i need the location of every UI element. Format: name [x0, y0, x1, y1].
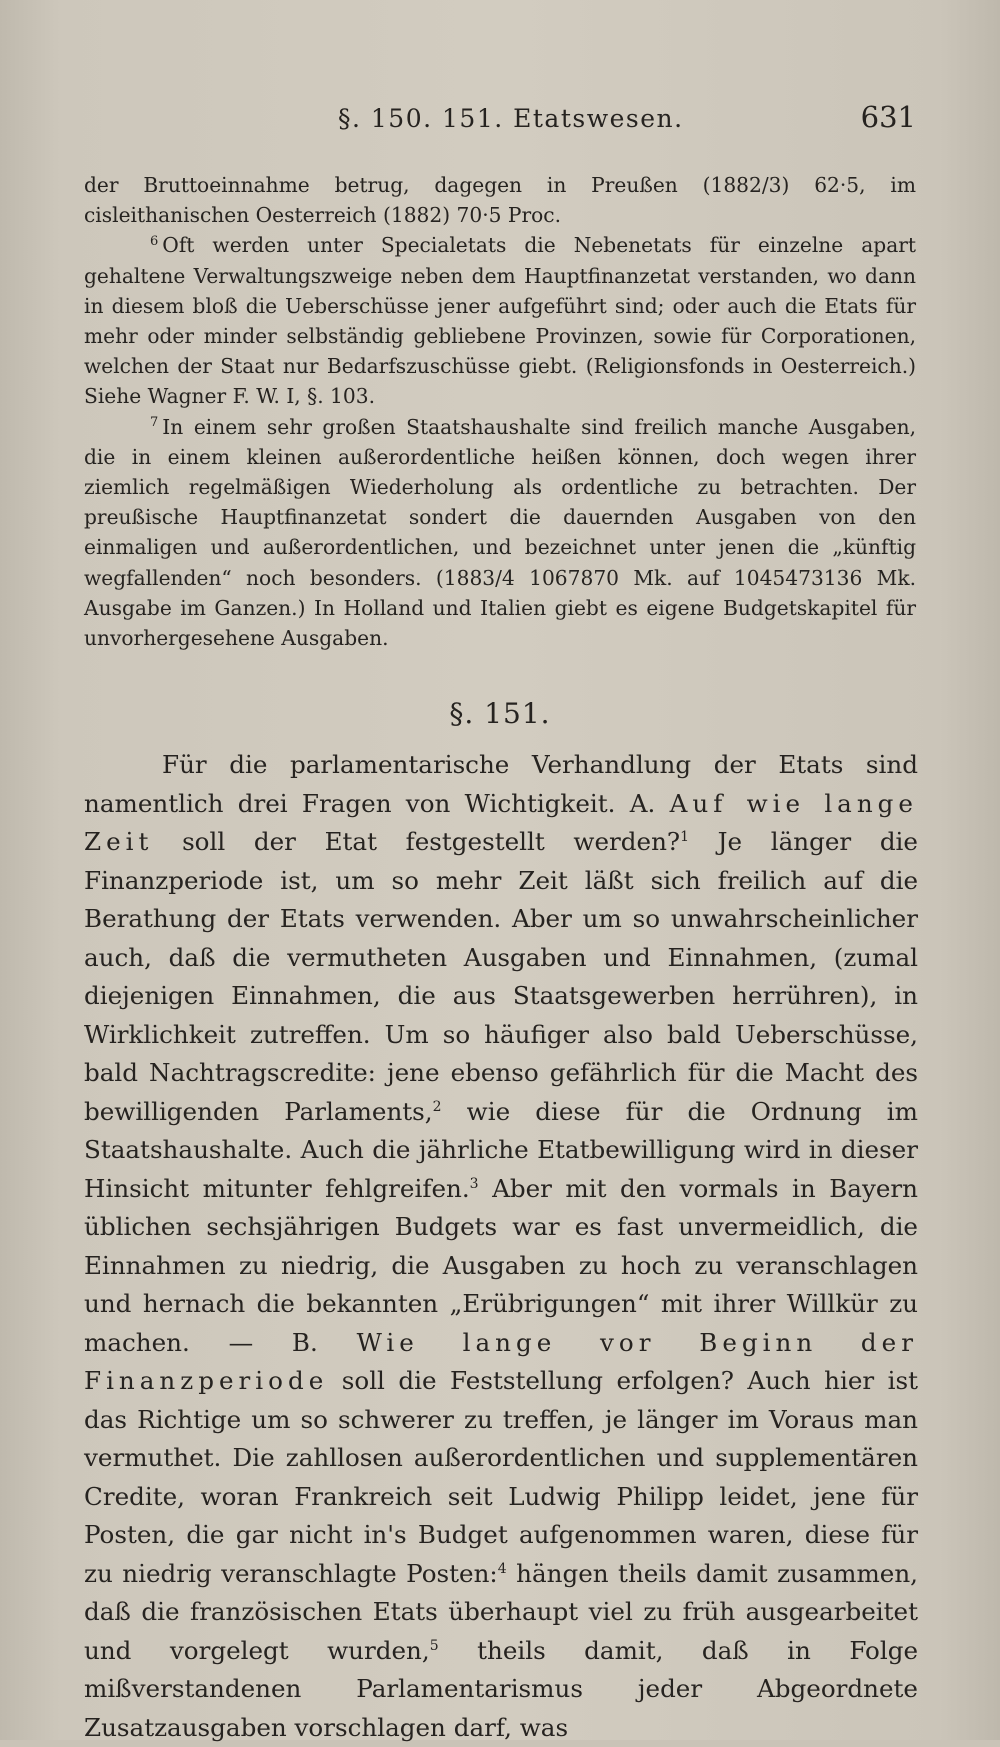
page-header	[88, 100, 916, 140]
text-run: soll der Etat festgestellt werden?	[182, 827, 681, 856]
text-run: soll die Feststellung erfolgen? Auch hier ist das Richtige um so schwerer zu treffen, je länger im Voraus man vermuthet. Die zahllosen außerordentlichen und supplementären Credite, woran Frankreich seit Ludwig Philipp leidet, jene für Posten, die gar nicht in's Budget aufgenommen waren, diese für zu niedrig veranschlagte Posten:	[84, 1366, 918, 1588]
footnote-7-marker: 7	[150, 414, 159, 430]
section-heading: §. 151.	[449, 697, 551, 730]
footnote-6-marker: 6	[150, 233, 159, 249]
text-run: Aber mit den vormals in Bayern üblichen sechsjährigen Budgets war es fast unvermeidlich, die Einnahmen zu niedrig, die Ausgaben zu hoch zu veranschlagen und hernach die bekannten „Erübrigungen“ mit ihrer Willkür zu machen. — B.	[84, 1173, 918, 1357]
spaced-question-b: Wie lange vor Beginn der Finanzperiode	[84, 1327, 918, 1395]
note-ref-5: 5	[429, 1637, 439, 1654]
note-ref-1: 1	[680, 828, 690, 845]
section-paragraph	[84, 746, 918, 1747]
note-ref-4: 4	[497, 1560, 507, 1577]
footnotes	[84, 170, 916, 653]
section-body	[84, 746, 918, 1747]
footnote-continuation: der Bruttoeinnahme betrug, dagegen in Preußen (1882/3) 62·5, im cisleithanischen Oesterreich (1882) 70·5 Proc.	[84, 173, 916, 228]
text-run: Für die parlamentarische Verhandlung der Etats sind namentlich drei Fragen von Wichtigkeit. A.	[84, 750, 918, 818]
note-ref-2: 2	[432, 1098, 442, 1115]
text-run: Je länger die Finanzperiode ist, um so mehr Zeit läßt sich freilich auf die Berathung der Etats verwenden. Aber um so unwahrscheinlicher auch, daß die vermutheten Ausgaben und Einnahmen, (zumal diejenigen Einnahmen, die aus Staatsgewerben herrühren), in Wirklichkeit zutreffen. Um so häufiger also bald Ueberschüsse, bald Nachtragscredite: jene ebenso gefährlich für die Macht des bewilligenden Parlaments,	[84, 827, 918, 1126]
note-ref-3: 3	[469, 1175, 479, 1192]
text-run: theils damit, daß in Folge mißverstandenen Parlamentarismus jeder Abgeordnete Zusatzausgaben vorschlagen darf, was	[84, 1635, 919, 1742]
footnote-6	[84, 230, 916, 411]
page-number: 631	[860, 100, 916, 134]
footnote-7-text: In einem sehr großen Staatshaushalte sind freilich manche Ausgaben, die in einem kleinen außerordentliche heißen können, doch wegen ihrer ziemlich regelmäßigen Wiederholung als ordentliche zu betrachten. Der preußische Hauptfinanzetat sondert die dauernden Ausgaben von den einmaligen und außerordentlichen, und bezeichnet unter jenen die „künftig wegfallenden“ noch besonders. (1883/4 1067870 Mk. auf 1045473136 Mk. Ausgabe im Ganzen.) In Holland und Italien giebt es eigene Budgetskapitel für unvorhergesehene Ausgaben.	[84, 414, 916, 651]
text-run: wie diese für die Ordnung im Staatshaushalte. Auch die jährliche Etatbewilligung wird in dieser Hinsicht mitunter fehlgreifen.	[84, 1096, 918, 1203]
text-run: hängen theils damit zusammen, daß die französischen Etats überhaupt viel zu früh ausgearbeitet und vorgelegt wurden,	[84, 1558, 919, 1665]
footnote-7	[84, 412, 916, 654]
footnote-6-text: Oft werden unter Specialetats die Nebenetats für einzelne apart gehaltene Verwaltungszweige neben dem Hauptfinanzetat verstanden, wo dann in diesem bloß die Ueberschüsse jener aufgeführt sind; oder auch die Etats für mehr oder minder selbständig gebliebene Provinzen, sowie für Corporationen, welchen der Staat nur Bedarfszuschüsse giebt. (Religionsfonds in Oesterreich.) Siehe Wagner F. W. I, §. 103.	[84, 233, 916, 409]
spaced-question-a: Auf wie lange Zeit	[84, 788, 918, 856]
running-title: §. 150. 151. Etatswesen.	[338, 104, 684, 133]
